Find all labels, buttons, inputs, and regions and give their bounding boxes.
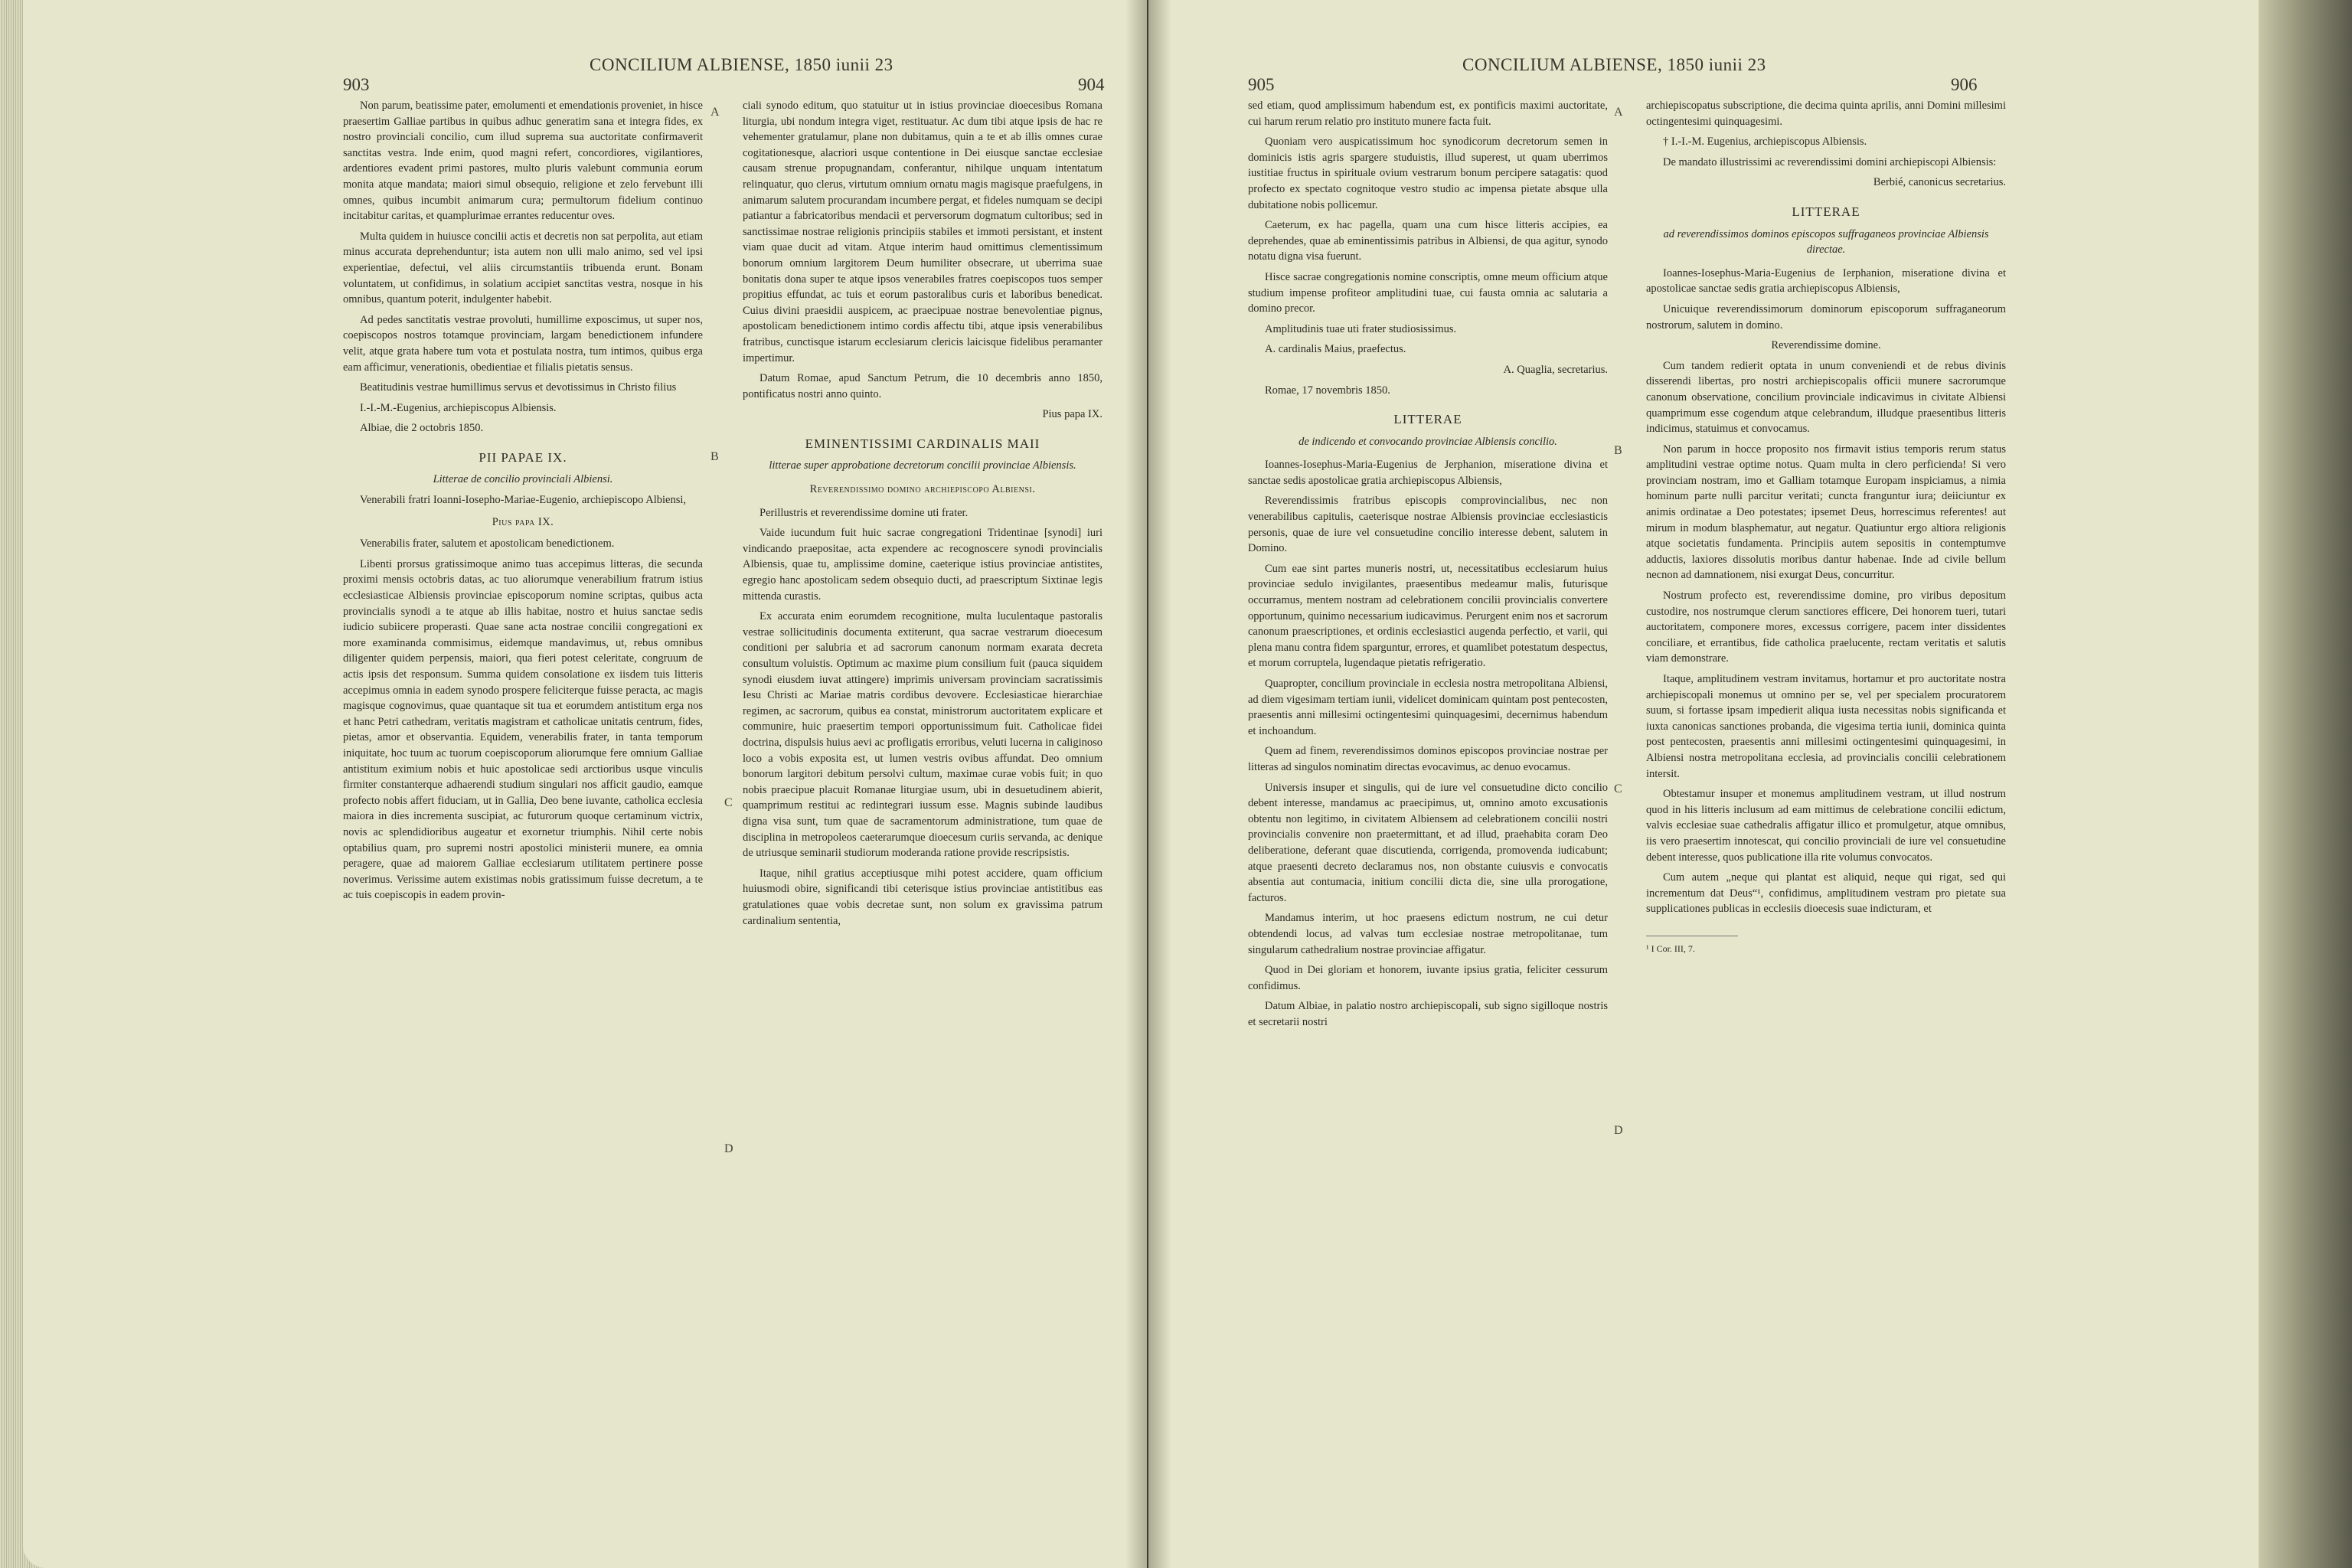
paragraph: Ioannes-Iosephus-Maria-Eugenius de Jerphanion, miseratione divina et sanctae sedis apostolicae gratia archiepiscopus Albiensis, [1248,459,1608,487]
section-title: PII PAPAE IX. [479,449,567,465]
paragraph: Ex accurata enim eorumdem recognitione, multa luculentaque pastoralis vestrae sollicitudinis documenta extiterunt, qua sacrae vestrarum dioecesum conditioni per salubria et ad sacrorum canonum normam exarata decreta consultum voluistis. Optimum ac maxime pium consilium fuit (pauca siquidem synodi eiusdem iuvat attingere) imprimis universam provinciam sacratissimis Iesu Christi ac Mariae matris cordibus devovere. Ecclesiasticae hierarchiae regimen, ac sacrorum, quibus ea constat, ministrorum auctoritatem explicare et communire, huic praesertim tempori opportunissimum fuit. Catholicae fidei doctrina, dispulsis huius aevi ac profligatis erroribus, veluti lucerna in caliginoso loco a vobis exposita est, ut lumen vestris ovibus affundat. Deo omnium bonorum largitori debitum persolvi cultum, maximae curae vobis fuit; in quo nobis praecipue placuit Romanae liturgiae usum, ubi in desuetudinem abierit, quamprimum restitui ac redintegrari iussum esse. Magnis subinde laudibus digna visa sunt, tum quae de sacramentorum administratione, tum quae de disciplina in metropoleos caeterarumque dioecesum curiis servanda, ac denique de utriusque seminarii studiorum moderanda ratione provide rescripsistis. [743,610,1102,860]
paragraph: Multa quidem in huiusce concilii actis et decretis non sat perpolita, aut etiam minus accurata deprehenduntur; ista autem non ulli malo animo, sed vel ipsi experientiae, defectui, vel aliis circumstantiis tribuenda erunt. Bonam voluntatem, ut confidimus, in solatium accipiet sanctitas vestra, nosque in his omnibus, quantum poterit, indulgenter habebit. [343,230,703,306]
section-subtitle: ad reverendissimos dominos episcopos suffraganeos provinciae Albiensis directae. [1663,227,1989,256]
paragraph: Quem ad finem, reverendissimos dominos episcopos provinciae nostrae per litteras ad singulos nominatim directas evocavimus, ac denuo evocamus. [1248,745,1608,773]
paragraph: Unicuique reverendissimorum dominorum episcoporum suffraganeorum nostrorum, salutem in domino. [1646,302,2006,332]
sender-line: Pius papa IX. [492,515,554,528]
footnote: ¹ I Cor. III, 7. [1646,936,1738,957]
signature: Berbié, canonicus secretarius. [1873,176,2006,189]
paragraph: sed etiam, quod amplissimum habendum est, ex pontificis maximi auctoritate, cui harum rerum relatio pro instituto munere facta fuit. [1248,100,1608,128]
margin-marker-c: C [724,796,733,809]
paragraph: Cum eae sint partes muneris nostri, ut, necessitatibus ecclesiarum huius provinciae sedulo invigilantes, praesentibus medeamur malis, futurisque occurramus, mentem nostram ad celebrationem concilii provincialis convertere opportunum, quinimo necessarium iudicavimus. Perurgent enim nos et sacrorum canonum praescriptiones, et ordinis ecclesiastici augenda perfectio, et varii, qui plena manu contra fidem sparguntur, errores, et quamlibet potestatum despectus, et morum corruptela, lugendaque pietatis refrigeratio. [1248,562,1608,670]
address-line: Venerabili fratri Ioanni-Iosepho-Mariae-Eugenio, archiepiscopo Albiensi, [360,494,686,507]
paragraph: Libenti prorsus gratissimoque animo tuas accepimus litteras, die secunda proximi mensis octobris datas, ac tuo aliorumque venerabilium fratrum istius ecclesiasticae Albiensis provinciae episcoporum nomine scriptas, quibus acta provincialis synodi a te atque ab illis habitae, nostro et huius sanctae sedis iudicio subiicere properasti. Quae sane acta nostrae concilii congregationi ex more examinanda commisimus, eidemque mandavimus, ut, rebus omnibus diligenter quidem perpensis, maiori, qua fieri potest celeritate, congruum de actis ipsis det responsum. Summa quidem consolatione ex iisdem tuis litteris accepimus omnia in eadem synodo prospere feliciterque fuisse peracta, ac magis magisque cognovimus, quae quantaque sit tua et eorumdem antistitum erga nos et hanc Petri cathedram, veritatis magistram et catholicae unitatis centrum, fides, pietas, amor et observantia. Equidem, venerabilis frater, in tanta temporum iniquitate, hoc tuum ac tuorum coepiscoporum aliorumque fere omnium Galliae antistitum eximium nobis et huic apostolicae sedi arctioribus usque vinculis firmiter constanterque adhaerendi studium singulari nos afficit gaudio, eamque profecto nobis affert fiduciam, ut in Gallia, Deo bene iuvante, catholica ecclesia maiora in dies incrementa suscipiat, ac futurorum quoque certaminum victrix, novis ac splendidioribus augeatur et exornetur triumphis. Nihil certe nobis optabilius quam, pro supremi nostri apostolici ministerii munere, ea omnia peragere, quae ad maiorem Galliae ecclesiarum utilitatem pertinere posse noverimus. Verissime autem existimas nobis gratissimum fuisse decretum, a te ac tuis coepiscopis in eadem provin- [343,557,703,902]
paragraph: Beatitudinis vestrae humillimus servus et devotissimus in Christo filius [360,381,677,394]
margin-marker-d: D [724,1142,733,1155]
margin-marker-a: A [710,106,720,119]
margin-marker-d: D [1614,1124,1623,1137]
paragraph: archiepiscopatus subscriptione, die decima quinta aprilis, anni Domini millesimi octingentesimi quinquagesimi. [1646,100,2006,128]
page-number-905: 905 [1248,75,1275,94]
paragraph: Nostrum profecto est, reverendissime domine, pro viribus depositum custodire, nos nostrumque clerum sanctiores efficere, Dei honorem tueri, tutari auctoritatem, componere mores, excessus corrigere, pacem inter dissidentes conciliare, et errantibus, fide catholica praelucente, rectam veritatis et salutis viam demonstrare. [1646,590,2006,665]
book-page-edges-right [2259,0,2352,1568]
paragraph: Reverendissimis fratribus episcopis comprovincialibus, nec non venerabilibus capitulis, caeterisque nostrae Albiensis provinciae ecclesiasticis personis, quae de iure vel consuetudine concilio interesse debent, salutem in Domino. [1248,495,1608,555]
paragraph: Caeterum, ex hac pagella, quam una cum hisce litteris accipies, ea deprehendes, quae ab eminentissimis patribus in Albiensi, de qua agitur, synodo notatu digna visa fuerunt. [1248,219,1608,263]
column-905 [1248,98,1608,1514]
paragraph: Itaque, nihil gratius acceptiusque mihi potest accidere, quam officium huiusmodi obire, significandi tibi ceterisque istius provinciae antistitibus eas gratulationes quae vobis decretae sunt, non solum ex gravissima patrum cardinalium sententia, [743,867,1102,927]
section-title: EMINENTISSIMI CARDINALIS MAII [805,436,1040,451]
address-line: Reverendissimo domino archiepiscopo Albiensi. [809,483,1036,496]
margin-marker-a: A [1614,106,1623,119]
signature: A. cardinalis Maius, praefectus. [1265,343,1406,356]
running-title-left: CONCILIUM ALBIENSE, 1850 iunii 23 [590,55,893,74]
salutation-line: Perillustris et reverendissime domine uti frater. [760,506,969,519]
book-gutter [1125,0,1171,1568]
column-904 [743,98,1102,1514]
paragraph: Quapropter, concilium provinciale in ecclesia nostra metropolitana Albiensi, ad diem vigesimam tertiam iunii, videlicet dominicam quintam post pentecosten, praesentis anni millesimi octingentesimi quinquagesimi, decernimus habendum et inchoandum. [1248,678,1608,737]
paragraph: Mandamus interim, ut hoc praesens edictum nostrum, ne cui detur obtendendi locus, ad valvas tum ecclesiae nostrae metropolitanae, tum singularum cathedralium nostrae provinciae affigatur. [1248,912,1608,956]
paragraph: Quod in Dei gloriam et honorem, iuvante ipsius gratia, feliciter cessurum confidimus. [1248,964,1608,992]
section-title: LITTERAE [1393,412,1462,427]
paragraph: ciali synodo editum, quo statuitur ut in istius provinciae dioecesibus Romana liturgia, ubi nondum integra viget, restituatur. Ac dum tibi atque ipsis de hac re vehementer gratulamur, plane non dubitamus, quin a te et ab illis omnes curae cogitationesque, alacriori usque contentione in Dei eiusque sanctae ecclesiae causam strenue propugnandam, conferantur, nihilque unquam intentatum relinquatur, quo clerus, virtutum omnium ornatu magis magisque praefulgens, in animarum salutem procurandam incumbere pergat, et fideles numquam se decipi patiantur a fabricatoribus mendacii et perversorum dogmatum cultoribus; sed in sanctissimae nostrae religionis principiis stabiles et immoti persistant, et instent viam quae ducit ad vitam. Atque interim haud omittimus clementissimum bonorum omnium largitorem Deum humiliter obsecrare, ut uberrima suae bonitatis dona super te atque ipsos venerabiles fratres coepiscopos tuos semper propitius effundat, ac tuis et eorum pastoralibus curis et laboribus benedicat. Cuius divini praesidii auspicem, ac praecipuae nostrae benevolentiae pignus, apostolicam benedictionem intimo cordis affectu tibi, atque ipsis venerabilibus fratribus, cunctisque istarum ecclesiarum clericis laicisque fidelibus peramanter impertimur. [743,100,1102,364]
margin-marker-c: C [1614,782,1622,795]
signature: † I.-I.-M. Eugenius, archiepiscopus Albiensis. [1663,136,1867,149]
paragraph: Ad pedes sanctitatis vestrae provoluti, humillime exposcimus, ut super nos, coepiscopos nostros totamque provinciam, largam benedictionem infundere velit, atque grata habere tum vota et postulata nostra, tum intimos, quibus erga eam afficimur, venerationis, obedientiae et filialis pietatis sensus. [343,313,703,374]
date-line: Datum Romae, apud Sanctum Petrum, die 10 decembris anno 1850, pontificatus nostri anno quinto. [743,372,1102,400]
paragraph: Quoniam vero auspicatissimum hoc synodicorum decretorum semen in dominicis istis agris spargere studuistis, illud superest, ut quam uberrimos iustitiae fructus in spirituale ovium vestrarum bonum percipere satagatis: quod profecto ex spectato cognitoque vestro studio ac impensa pietate absque ulla dubitatione nobis pollicemur. [1248,136,1608,211]
section-title: LITTERAE [1792,204,1860,219]
paragraph: Vaide iucundum fuit huic sacrae congregationi Tridentinae [synodi] iuri vindicando praepositae, acta expendere ac recognoscere synodi provincialis Albiensis, quae tu, amplissime domine, caeterique istius provinciae antistites, egregio hanc apostolicam sedem obsequio ducti, ad praescriptum Sixtinae legis mittenda curastis. [743,527,1102,603]
paragraph: Obtestamur insuper et monemus amplitudinem vestram, ut illud nostrum quod in his litteris inclusum ad eam mittimus de celebratione concilii edictum, valvis ecclesiae suae cathedralis affigatur illico et promulgetur, atque omnibus, iis vero praesertim innotescat, qui concilio provinciali de iure vel consuetudine debent interesse, quos publicatione illa rite volumus convocatos. [1646,788,2006,864]
section-subtitle: litterae super approbatione decretorum concilii provinciae Albiensis. [769,459,1076,472]
section-subtitle: Litterae de concilio provinciali Albiensi. [433,473,613,486]
left-page [23,0,1147,1568]
page-number-903: 903 [343,75,370,94]
paragraph: Universis insuper et singulis, qui de iure vel consuetudine dicto concilio debent interesse, mandamus ac praecipimus, ut, omnino amoto excusationis obtentu non legitimo, in civitatem Albiensem ad celebrationem concilii nostri provincialis convenire non praetermittant, et ad illud, praehabita coram Deo deliberatione, deferant quae discutienda, corrigenda, promovenda iudicabunt; atque praesenti decreto declaramus nos, non obstante cuiusvis e convocatis absentia aut contumacia, initium concilii dicta die, sine ulla prorogatione, facturos. [1248,781,1608,904]
date-line: Albiae, die 2 octobris 1850. [360,422,484,435]
signature: I.-I.-M.-Eugenius, archiepiscopus Albiensis. [360,401,557,414]
paragraph: Non parum, beatissime pater, emolumenti et emendationis proveniet, in hisce praesertim Galliae partibus in quibus adhuc generatim sana et integra fides, ex nostro provinciali concilio, cum illud suprema sua auctoritate confirmaverit sanctitas vestra. Inde enim, quod magni refert, concordiores, vigilantiores, ardentiores evadent primi pastores, multo pluris valebunt communia eorum monita atque mandata; maiori simul obsequio, religione et zelo fervebunt illi omnes, quibus incumbit animarum cura; permultorum fidelium continuo incitabitur caritas, et quamplurimae errantes reducentur oves. [343,100,703,223]
signature: A. Quaglia, secretarius. [1503,363,1608,376]
page-number-906: 906 [1951,75,1978,94]
right-page [1148,0,2259,1568]
salutation-line: Reverendissime domine. [1771,339,1881,352]
paragraph: Ioannes-Iosephus-Maria-Eugenius de Ierphanion, miseratione divina et apostolicae sanctae sedis gratia archiepiscopus Albiensis, [1646,266,2006,296]
closing-line: Amplitudinis tuae uti frater studiosissimus. [1265,322,1457,335]
paragraph: Cum autem „neque qui plantat est aliquid, neque qui rigat, sed qui incrementum dat Deus“¹, confidimus, amplitudinem vestram pro pietate sua supplicationes publicas in ecclesiis dioecesis suae indicturam, et [1646,871,2006,916]
paragraph: De mandato illustrissimi ac reverendissimi domini archiepiscopi Albiensis: [1663,155,1997,168]
column-903 [343,98,703,1514]
paragraph: Datum Albiae, in palatio nostro archiepiscopali, sub signo sigilloque nostris et secretarii nostri [1248,1000,1608,1028]
margin-marker-b: B [710,450,719,463]
paragraph: Hisce sacrae congregationis nomine conscriptis, omne meum officium atque studium impense profiteor amplitudini tuae, cui fausta omnia ac salutaria a domino precor. [1248,270,1608,315]
greeting-line: Venerabilis frater, salutem et apostolicam benedictionem. [360,537,615,550]
signature: Pius papa IX. [1042,408,1102,421]
paragraph: Non parum in hocce proposito nos firmavit istius temporis rerum status amplitudini vestrae optime notus. Quam multa in clero perficienda! Si vero provinciam nostram, imo et Galliam totamque Europam inspiciamus, a nimia hominum parte nulli parcitur veritati; cuncta franguntur iura; deiiciuntur ex animis ordinatae a Deo potestates; ipsemet Deus, horrescimus referentes! aut mirum in modum blasphematur, aut negatur. Quatiuntur ergo altiora religionis atque societatis fundamenta. Principiis autem sepositis in contemptumve adductis, laxiores dissolutis moribus dantur habenae. Inde ad civile bellum necnon ad damnationem, nisi exurgat Deus, concurritur. [1646,443,2006,582]
page-number-904: 904 [1078,75,1105,94]
running-title-right: CONCILIUM ALBIENSE, 1850 iunii 23 [1462,55,1766,74]
section-subtitle: de indicendo et convocando provinciae Albiensis concilio. [1298,435,1557,448]
column-906 [1646,98,2006,1514]
paragraph: Itaque, amplitudinem vestram invitamus, hortamur et pro auctoritate nostra archiepiscopali monemus ut omnino per se, vel per specialem procuratorem suum, si fortasse ipsam impedierit aliqua iusta necessitas nobis significanda et iuxta canonicas sanctiones probanda, die vigesima tertia iunii, dominica quinta post pentecosten, praesentis anni millesimi octingentesimi quinquagesimi, in Albiensi nostra metropolitana ecclesia, ad provincialis concilii celebrationem intersit. [1646,673,2006,780]
paragraph: Cum tandem redierit optata in unum conveniendi et de rebus divinis disserendi libertas, pro nostri archiepiscopalis officii munere sacrorumque canonum observatione, concilium provinciale indicavimus in civitate Albiensi quamprimum esse cogendum atque celebrandum, illudque praesentibus litteris indicimus, statuimus et convocamus. [1646,359,2006,436]
margin-marker-b: B [1614,444,1622,457]
date-line: Romae, 17 novembris 1850. [1265,384,1390,397]
